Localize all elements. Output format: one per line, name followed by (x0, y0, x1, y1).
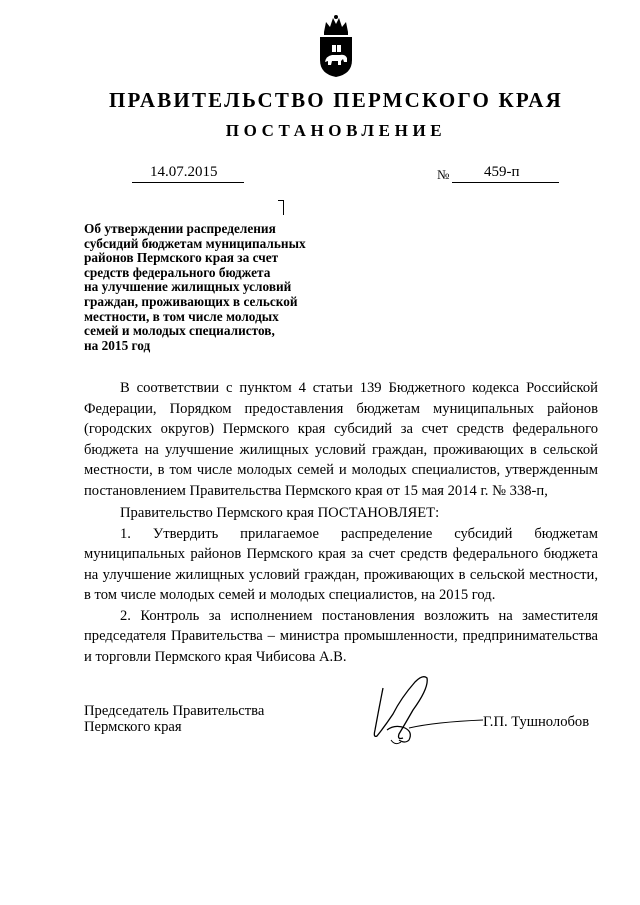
subject-line: средств федерального бюджета (84, 264, 271, 280)
subject-line: на улучшение жилищных условий (84, 279, 292, 295)
item-1-paragraph: 1. Утвердить прилагаемое распределение субсидий бюджетам муниципальных районов Пермского края за счет средств федерального бюджета на улучшение жилищных условий граждан, проживающих в сельской местности, в том числе молодых семей и молодых специалистов, на 2015 год. (84, 525, 598, 603)
document-subject (84, 222, 354, 353)
resolution-paragraph: Правительство Пермского края ПОСТАНОВЛЯЕТ: (120, 505, 440, 521)
document-body (84, 378, 598, 667)
number-sign: № (437, 167, 450, 182)
signer-name: Г.П. Тушнолобов (483, 714, 590, 730)
subject-line: субсидий бюджетам муниципальных (84, 235, 306, 251)
subject-line: Об утверждении распределения (84, 221, 276, 236)
signer-position-line: Председатель Правительства (84, 703, 265, 719)
subject-line: граждан, проживающих в сельской (84, 293, 298, 309)
item-2-paragraph: 2. Контроль за исполнением постановления возложить на заместителя председателя Правительства – министра промышленности, предпринимательства и торговли Пермского края Чибисова А.В. (84, 607, 598, 665)
government-title: ПРАВИТЕЛЬСТВО ПЕРМСКОГО КРАЯ (108, 88, 563, 112)
document-date: 14.07.2015 (150, 164, 218, 180)
subject-line: местности, в том числе молодых (84, 308, 279, 324)
perm-krai-coat-of-arms-icon (316, 14, 356, 78)
subject-corner-mark (278, 200, 284, 215)
handwritten-signature (365, 668, 495, 748)
signer-position (84, 704, 264, 735)
subject-line: семей и молодых специалистов, (84, 323, 275, 339)
signer-position-line: Пермского края (84, 718, 182, 735)
subject-line: на 2015 год (84, 337, 151, 353)
subject-line: районов Пермского края за счет (84, 250, 279, 266)
preamble-paragraph: В соответствии с пунктом 4 статьи 139 Бюджетного кодекса Российской Федерации, Порядком предоставления бюджетам муниципальных районов (городских округов) Пермского края субсидий за счет средств федерального бюджета на улучшение жилищных условий граждан, проживающих в сельской местности, в том числе молодых семей и молодых специалистов, утвержденным постановлением Правительства Пермского края от 15 мая 2014 г. № 338-п, (84, 380, 598, 499)
document-type-title: ПОСТАНОВЛЕНИЕ (225, 121, 447, 140)
document-number: 459-п (484, 164, 520, 180)
